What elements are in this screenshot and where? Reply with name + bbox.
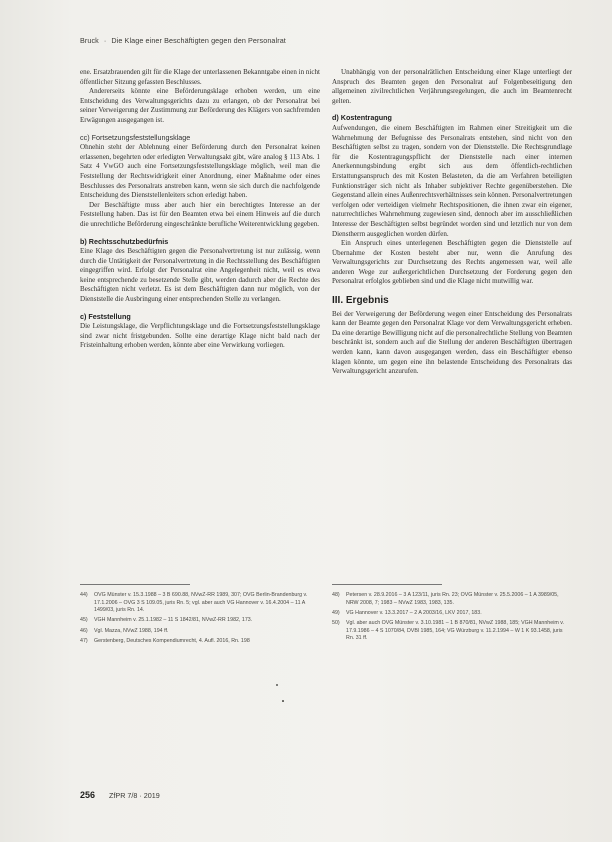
footnote-number: 49) [332, 609, 340, 616]
footnote-number: 44) [80, 592, 88, 598]
footnotes-right [332, 592, 572, 645]
paragraph: Bei der Verweigerung der Beförderung wegen einer Entscheidung des Personalrats kann der Beamte gegen den Personalrat Klage vor dem Verwaltungsgericht erheben. Da eine derartige Bewilligung nicht auf die personalrechtliche Stellung von Beamten beschränkt ist, sondern auch auf die Stellung der anderen Beschäftigten übertragen werden kann, kann davon ausgegangen werden, dass ein Beschäftigter ebenso klagen könnte, um gegen eine ihn belastende Entscheidung des Personalrats das Verwaltungsgericht anzurufen. [332, 309, 572, 376]
running-head: Bruck · Die Klage einer Beschäftigten gegen den Personalrat [80, 36, 286, 45]
footnote-number: 48) [332, 592, 340, 598]
left-column [80, 68, 320, 351]
footnote-number: 47) [80, 637, 88, 644]
footnote-text: Vgl. Mazza, NVwZ 1988, 194 ff. [94, 627, 169, 634]
paragraph: Unabhängig von der personalrätlichen Entscheidung einer Klage unterliegt der Anspruch des Beamten gegen den Personalrat auf Folgenbeseitigung den allgemeinen zivilrechtlichen Verjährungsregelungen, die auch im Beamtenrecht gelten. [332, 68, 572, 105]
footnote-divider [332, 584, 442, 585]
paragraph: Eine Klage des Beschäftigten gegen die Personalvertretung ist nur zulässig, wenn durch die Untätigkeit der Personalvertretung in die Rechtsstellung des Beschäftigten eingegriffen wird. Erfolgt der Personalrat eine Angelegenheit nicht, weil es etwa keine entsprechende zu besetzende Stelle gibt, werden dadurch aber die Rechte des Beschäftigten nicht verletzt. Es ist dem Beschäftigten dann nur möglich, von der Dienststelle die Ausbringung einer entsprechenden Stelle zu verlangen. [80, 247, 320, 304]
section-heading: c) Feststellung [80, 311, 131, 321]
running-head-author: Bruck [80, 36, 99, 45]
footnote [332, 592, 572, 607]
paragraph: Aufwendungen, die einem Beschäftigten im Rahmen einer Streitigkeit um die Wahrnehmung der Befugnisse des Personalrats entstehen, sind nicht von den Beschäftigten selbst zu tragen, sondern von der Dienststelle. Die Rechtsgrundlage für die Kostentragungspflicht der Dienststelle nach einer internen Anerkennungsbindung ergibt sich aus dem öffentlich-rechtlichen Erstattungsanspruch des mit Kosten Belasteten, da die am Verfahren beteiligten Funktionsträger sich nicht als Inhaber subjektiver Rechte gegenüberstehen. Die Gegenstand allein eines Außenrechtsverhältnisses sein können. Personalvertretungen verfolgen oder verteidigen vielmehr Rechtspositionen, die ihnen zwar ein eigener, naturrechtliches Wahrnehmung zugewiesen sind, dennoch aber im ausschließlichen Interesse der Beschäftigten selbst begründet worden sind und letztlich nur von dem Dienstherrn ausgeglichen worden dürfen. [332, 123, 572, 238]
footnote [80, 617, 320, 625]
footnote [80, 592, 320, 615]
paragraph: Andererseits könnte eine Beförderungsklage erhoben werden, um eine Entscheidung des Verwaltungsgerichts dazu zu erlangen, ob der Personalrat bei seiner Verweigerung der Zustimmung zur Beförderung des Klägers von sachfremden Erwägungen ausgegangen ist. [80, 87, 320, 124]
paragraph: ene. Ersatzbrauenden gilt für die Klage der unterlassenen Bekanntgabe einen in nicht öffentlicher Sitzung gefassten Beschlusses. [80, 68, 320, 86]
footnote-text: VGH Mannheim v. 25.1.1982 – 11 S 1842/81, NVwZ-RR 1982, 173. [94, 617, 253, 624]
chapter-heading: III. Ergebnis [332, 295, 389, 307]
paragraph: Der Beschäftigte muss aber auch hier ein berechtigtes Interesse an der Feststellung haben. Das ist für den Beamten etwa bei einem Hinweis auf die durch die unrechtliche Beförderung eingeschränkte berufliche Weiterentwicklung gegeben. [80, 200, 320, 228]
paragraph: Ein Anspruch eines unterlegenen Beschäftigten gegen die Dienststelle auf Übernahme der Kosten besteht aber nur, wenn die Anrufung des Verwaltungsgerichts zur Durchsetzung des Rechts angemessen war, weil alle anderen Wege zur außergerichtlichen Durchsetzung der Forderung gegen den Personalrat erfolglos geblieben sind und die Klage nicht mutwillig war. [332, 239, 572, 286]
right-column [332, 68, 572, 377]
paragraph: Ohnehin steht der Ablehnung einer Beförderung durch den Personalrat keinen erlassenen, begehrten oder erledigten Verwaltungsakt gibt, wäre analog § 113 Abs. 1 Satz 4 VwGO auch eine Fortsetzungsfeststellungsklage möglich, weil man die Feststellung der Rechtswidrigkeit einer Anordnung, einer Maßnahme oder eines Beschlusses des Personalrats anstreben kann, wenn sie sich durch die nachfolgende Entscheidung des Dienststellenleiters schon erledigt haben. [80, 143, 320, 200]
footnote [332, 620, 572, 643]
section-heading: d) Kostentragung [332, 113, 392, 123]
footnote-text: VG Hannover v. 13.3.2017 – 2 A 2003/16, LKV 2017, 183. [346, 609, 482, 616]
footnote-number: 46) [80, 627, 88, 634]
page-number: 256 [80, 790, 96, 800]
footnote-text: OVG Münster v. 15.3.1988 – 3 B 690.88, NVwZ-RR 1989, 307; OVG Berlin-Brandenburg v. 17.1.2006 – OVG 3 S 109.05, juris Rn. 5; vgl. aber auch VG Hannover v. 16.4.2004 – 11 A 1499/03, juris Rn. 14. [94, 592, 308, 614]
scan-speck [282, 700, 284, 702]
footnote-text: Gerstenberg, Deutsches Kompendiumrecht, 4. Aufl. 2016, Rn. 198 [94, 637, 250, 644]
journal-issue: ZfPR 7/8 · 2019 [109, 791, 160, 800]
footnote-divider [80, 584, 190, 585]
running-head-title: Die Klage einer Beschäftigten gegen den Personalrat [111, 36, 286, 45]
scan-speck [276, 684, 278, 686]
footnote-number: 50) [332, 619, 340, 626]
section-heading: cc) Fortsetzungsfeststellungsklage [80, 132, 191, 142]
footnote-text: Petersen v. 28.9.2016 – 3 A 123/11, juris Rn. 23; OVG Münster v. 25.5.2006 – 1 A 3989/05, NRW 2008, 7; 1983 – NVwZ 1983, 1983, 135. [346, 592, 559, 606]
footnotes-left [80, 592, 320, 648]
footnote [80, 638, 320, 646]
section-heading: b) Rechtsschutzbedürfnis [80, 236, 169, 246]
footnote [332, 610, 572, 618]
footnote-text: Vgl. aber auch OVG Münster v. 3.10.1981 – 1 B 870/81, NVwZ 1988, 185; VGH Mannheim v. 17.9.1986 – 4 S 1070/84, DVBl 1985, 164; VG Würzburg v. 11.2.1994 – W 1 K 93.1458, juris Rn. 31 ff. [346, 619, 564, 642]
paragraph: Die Leistungsklage, die Verpflichtungsklage und die Fortsetzungsfeststellungsklage sind zwar nicht fristgebunden. Sollte eine derartige Klage nicht bald nach der Fristeinhaltung erhoben werden, könnte aber eine Verwirkung vorliegen. [80, 322, 320, 350]
footnote-number: 45) [80, 617, 88, 624]
page-footer [80, 790, 160, 800]
footnote [80, 628, 320, 636]
